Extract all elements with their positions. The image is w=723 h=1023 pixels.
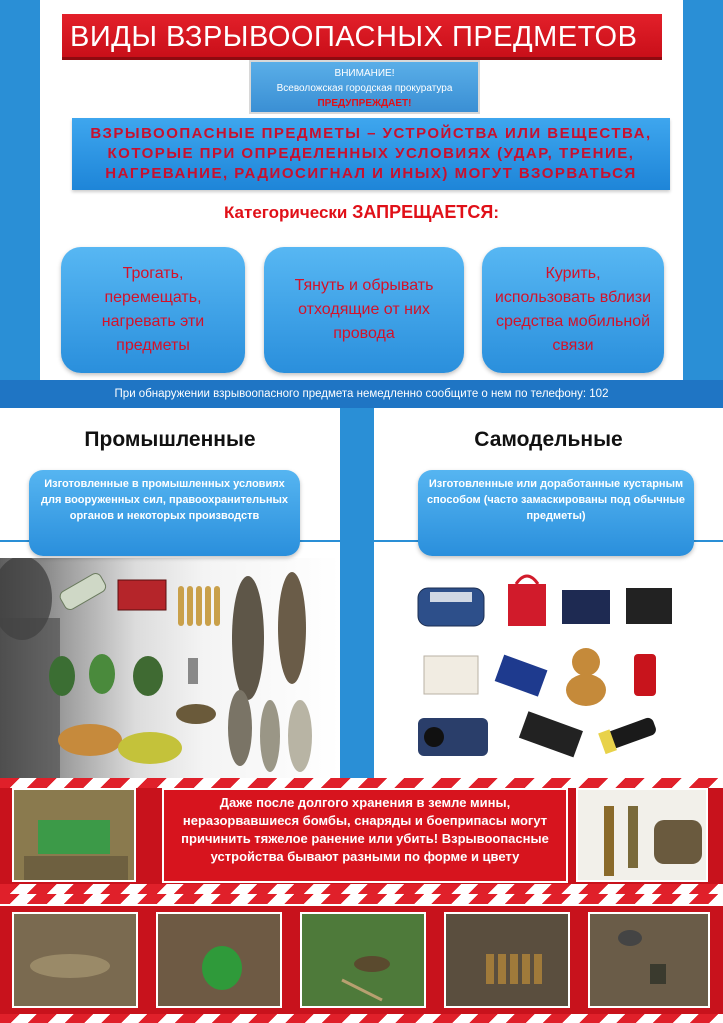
notice-office: Всеволожская городская прокуратура	[276, 83, 453, 94]
page-title: ВИДЫ ВЗРЫВООПАСНЫХ ПРЕДМЕТОВ	[62, 14, 662, 60]
hazard-stripe-middle	[0, 884, 723, 894]
definition-box: ВЗРЫВООПАСНЫЕ ПРЕДМЕТЫ – УСТРОЙСТВА ИЛИ ВЕЩЕСТВА, КОТОРЫЕ ПРИ ОПРЕДЕЛЕННЫХ УСЛОВИЯХ (УДАР, ТРЕНИЕ, НАГРЕВАНИЕ, РАДИОСИГНАЛ И ИНЫХ) МОГУТ ВЗОРВАТЬСЯ	[72, 118, 670, 190]
phone-notice: При обнаружении взрывоопасного предмета немедленно сообщите о нем по телефону: 102	[0, 380, 723, 408]
prohibited-emphasis: ЗАПРЕЩАЕТСЯ	[352, 202, 494, 222]
grenade-in-leaves-illustration	[158, 914, 282, 1008]
hazard-stripe-bottom	[0, 1014, 723, 1023]
mine-in-grass-photo	[300, 912, 426, 1008]
center-blue-divider	[340, 408, 374, 778]
top-section	[0, 0, 723, 408]
prohibition-card-touch: Трогать, перемещать, нагревать эти предметы	[61, 247, 245, 373]
industrial-description: Изготовленные в промышленных условиях для вооруженных сил, правоохранительных органов и некоторых производств	[29, 470, 300, 556]
prohibition-card-smoking: Курить, использовать вблизи средства мобильной связи	[482, 247, 664, 373]
buried-munitions-photo	[588, 912, 710, 1008]
mine-in-grass-illustration	[302, 914, 426, 1008]
ammunition-belt-illustration	[446, 914, 570, 1008]
homemade-devices-image	[374, 558, 723, 778]
homemade-devices-illustration	[374, 558, 723, 778]
categories-section	[0, 408, 723, 778]
hazard-stripe-top	[0, 778, 723, 788]
mine-in-ground-photo	[12, 788, 136, 882]
homemade-title: Самодельные	[474, 428, 623, 451]
ammunition-belt-photo	[444, 912, 570, 1008]
prohibited-heading	[0, 202, 723, 223]
fuses-photo	[576, 788, 708, 882]
buried-munitions-illustration	[590, 914, 710, 1008]
prosecutor-notice	[249, 60, 480, 114]
shell-in-soil-illustration	[14, 914, 138, 1008]
prohibition-card-wires: Тянуть и обрывать отходящие от них провода	[264, 247, 464, 373]
warning-section	[0, 778, 723, 1023]
warning-text: Даже после долгого хранения в земле мины, неразорвавшиеся бомбы, снаряды и боеприпасы могут причинить тяжелое ранение или убить! Взрывоопасные устройства бывают разными по форме и цвету	[162, 788, 568, 883]
prohibited-prefix: Категорически	[223, 203, 353, 222]
mine-in-ground-illustration	[14, 790, 136, 882]
fuses-illustration	[578, 790, 708, 882]
industrial-munitions-illustration	[0, 558, 340, 778]
homemade-description: Изготовленные или доработанные кустарным способом (часто замаскированы под обычные предметы)	[418, 470, 694, 556]
industrial-title: Промышленные	[84, 428, 256, 451]
notice-attention: ВНИМАНИЕ!	[334, 68, 395, 79]
hazard-stripe-lower	[0, 894, 723, 904]
left-blue-bar	[0, 0, 40, 380]
grenade-in-leaves-photo	[156, 912, 282, 1008]
shell-in-soil-photo	[12, 912, 138, 1008]
right-blue-bar	[683, 0, 723, 380]
prohibited-suffix: :	[493, 203, 500, 222]
industrial-munitions-image	[0, 558, 340, 778]
notice-warns: ПРЕДУПРЕЖДАЕТ!	[317, 98, 412, 109]
